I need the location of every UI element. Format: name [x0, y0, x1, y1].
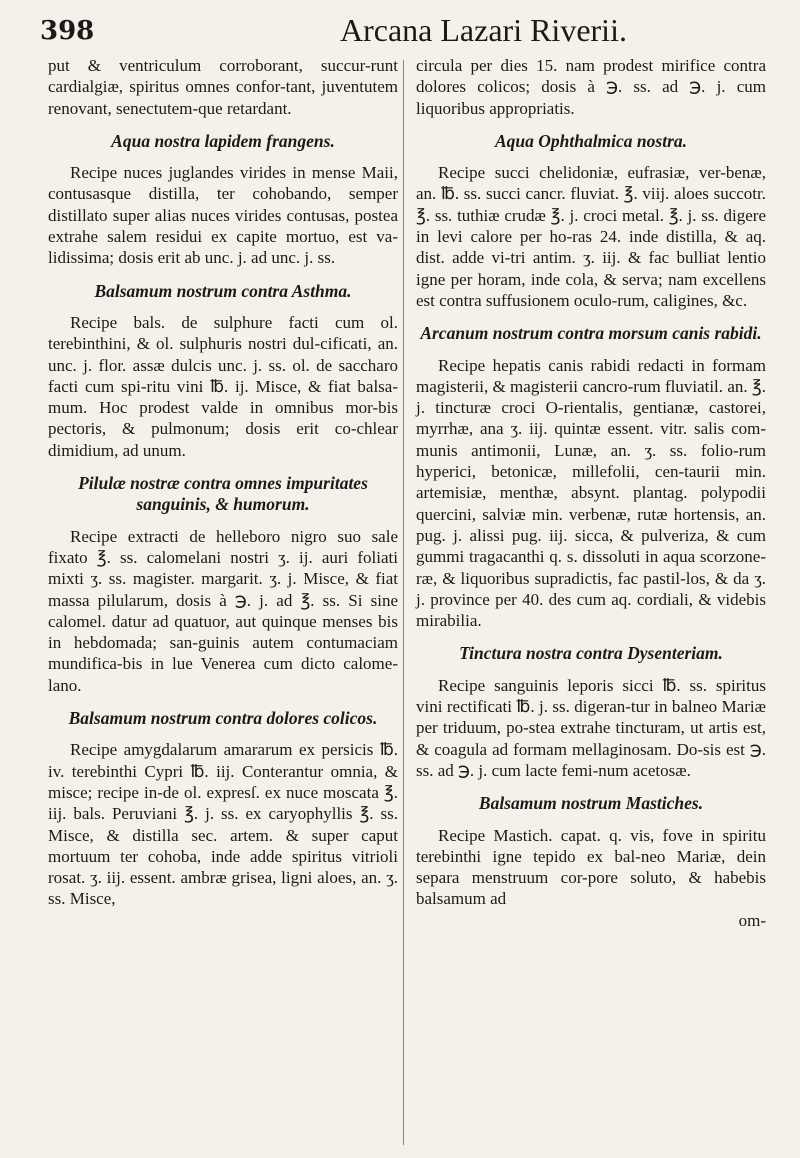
right-column: [416, 55, 766, 931]
recipe-text: Recipe nuces juglandes virides in mense Maii, contusasque distilla, ter cohobando, semper distillato super alias nuces virides contusas, postea extrahe salem residui ex capite mortuo, est va-lidissima; dosis erit ab unc. j. ad unc. j. ss.: [48, 163, 398, 268]
column-rule: [403, 60, 404, 1145]
page-header: [40, 8, 780, 54]
recipe-title: Pilulæ nostræ contra omnes impuritates sanguinis, & humorum.: [78, 473, 368, 515]
recipe-title: Balsamum nostrum Mastiches.: [478, 793, 704, 814]
page-number: 398: [40, 16, 95, 46]
left-column: [48, 55, 398, 910]
recipe-title: Aqua nostra lapidem frangens.: [111, 130, 335, 151]
recipe-title: Tinctura nostra contra Dysenteriam.: [459, 643, 723, 664]
recipe-text: Recipe amygdalarum amararum ex persicis ℔. iv. terebinthi Cypri ℔. iij. Conterantur omnia, & misce; recipe in-de ol. expresſ. ex nuce moscata ℥. iij. bals. Peruviani ℥. j. ss. ex caryophyllis ℥. ss. Misce, & distilla sec. artem. & super caput mortuum ter cohoba, inde adde spiritus vitrioli rosat. ʒ. iij. essent. ambræ grisea, ligni aloes, an. ʒ. ss. Misce,: [48, 740, 398, 909]
recipe-text: Recipe bals. de sulphure facti cum ol. terebinthini, & ol. sulphuris nostri dul-cificati, an. unc. j. flor. assæ dulcis unc. j. ss. ol. de saccharo facti cum spi-ritu vini ℔. ij. Misce, & fiat balsa-mum. Hoc prodest valde in omnibus mor-bis pectoris, & pulmonum; dosis erit co-chlear dimidium, ad unum.: [48, 312, 398, 460]
recipe-text: Recipe Mastich. capat. q. vis, fove in spiritu terebinthi igne tepido ex bal-neo Mariæ, dein separa menstruum cor-pore soluto, & habebis balsamum ad: [416, 825, 766, 909]
running-head: Arcana Lazari Riverii.: [340, 12, 627, 48]
recipe-title: Balsamum nostrum contra dolores colicos.: [68, 708, 378, 729]
recipe-text: Recipe extracti de helleboro nigro suo sale fixato ℥. ss. calomelani nostri ʒ. ij. auri foliati mixti ʒ. ss. magister. margarit. ʒ. j. Misce, & fiat massa pilularum, dosis à ℈. j. ad ℥. ss. Si sine calomel. datur ad quatuor, aut quinque menses bis in hebdomada; san-guinis autem contumaciam mundifica-bis in lue Venerea cum dicto calome-lano.: [48, 526, 398, 695]
catchword: om-: [738, 910, 766, 930]
recipe-title: Aqua Ophthalmica nostra.: [494, 130, 688, 151]
continuation-text: circula per dies 15. nam prodest mirifice contra dolores colicos; dosis à ℈. ss. ad ℈. j. cum liquoribus appropriatis.: [416, 56, 766, 118]
recipe-title: Arcanum nostrum contra morsum canis rabidi.: [420, 323, 762, 344]
continuation-text: put & ventriculum corroborant, succur-runt cardialgiæ, spiritus omnes confor-tant, juventutem renovant, senectutem-que retardant.: [48, 56, 398, 118]
recipe-title: Balsamum nostrum contra Asthma.: [94, 280, 352, 301]
recipe-text: Recipe succi chelidoniæ, eufrasiæ, ver-benæ, an. ℔. ss. succi cancr. fluviat. ℥. viij. aloes succotr. ℥. ss. tuthiæ crudæ ℥. j. croci metal. ℥. j. ss. digere in levi calore per ho-ras 24. inde distilla, & aq. dist. adde vi-tri antim. ʒ. iij. & fac bulliat lentio igne per horam, inde cola, & serva; nam excellens est contra suffusionem oculo-rum, caligines, &c.: [416, 163, 766, 310]
recipe-text: Recipe hepatis canis rabidi redacti in formam magisterii, & magisterii cancro-rum fluviatil. an. ℥. j. tincturæ croci O-rientalis, gentianæ, castorei, myrrhæ, ana ʒ. iij. quintæ essent. vitr. salis com-munis antimonii, Lunæ, an. ʒ. ss. folio-rum hyperici, betonicæ, millefolii, cen-taurii min. artemisiæ, menthæ, absynt. plantag. polypodii quercini, salviæ min. verbenæ, rutæ hortensis, an. pug. j. alissi pug. iij. sicca, & pulveriza, & cum gummi tragacanthi q. s. dissoluti in aqua scorzone-ræ, & liquoribus supradictis, fac pastil-los, & da ʒ. j. province per 40. des cum aq. cordiali, & videbis mirabilia.: [416, 355, 766, 631]
recipe-text: Recipe sanguinis leporis sicci ℔. ss. spiritus vini rectificati ℔. j. ss. digeran-tur in balneo Mariæ per triduum, po-stea extrahe tincturam, ut artis est, & coagula ad formam mellaginosam. Do-sis est ℈. ss. ad ℈. j. cum lacte femi-num acetosæ.: [416, 675, 766, 780]
